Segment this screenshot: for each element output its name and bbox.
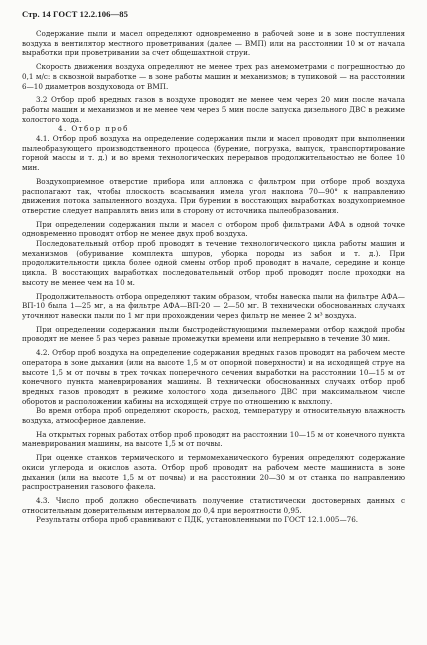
paragraph-4-3-sample-count: 4.3. Число проб должно обеспечивать получение статистически достоверных данных с относительным доверительным интервалом до 0,4 при вероятности 0,95. bbox=[22, 495, 405, 515]
running-header bbox=[22, 8, 405, 20]
paragraph-sequential-sampling: Последовательный отбор проб проводят в течение технологического цикла работы машин и механизмов (обуривание комплекта шпуров, уборка породы из забоя и т. д.). При продолжительности цикла более одной смены отбор проб проводят в начале, середине и конце цикла. В восстающих выработках последовательный отбор проб проводят после проходки на высоту не менее чем на 10 м. bbox=[22, 239, 405, 287]
paragraph-thermal-drilling: При оценке станков термического и термомеханического бурения определяют содержание окиси углерода и окислов азота. Отбор проб проводят на рабочем месте машиниста в зоне дыхания (или на высоте 1,5 м от почвы) и на расстоянии 20—30 м от станка по направлению распространения газового факела. bbox=[22, 453, 405, 492]
paragraph-4-2-harmful-gases: 4.2. Отбор проб воздуха на определение содержания вредных газов проводят на рабочем месте оператора в зоне дыхания (или на высоте 1,5 м от опорной поверхности) и на исходящей струе на высоте 1,5 м от почвы в трех точках поперечного сечения выработки на расстоянии 10—15 м от конечного пункта маневрирования машины. В технически обоснованных случаях отбор проб вредных газов проводят в режиме холостого хода дизельного ДВС при максимальном числе оборотов и расположении кабины на исходящей струе по отношению к выхлопу. bbox=[22, 348, 405, 406]
paragraph-fast-dust-meters: При определении содержания пыли быстродействующими пылемерами отбор каждой пробы проводят не менее 5 раз через равные промежутки времени или непрерывно в течение 30 мин. bbox=[22, 324, 405, 344]
paragraph-results-comparison: Результаты отбора проб сравнивают с ПДК, установленными по ГОСТ 12.1.005—76. bbox=[36, 515, 359, 525]
paragraph-dust-oil-measurement: Содержание пыли и масел определяют одновременно в рабочей зоне и в зоне поступления воздуха в вентилятор местного проветривания (далее — ВМП) или на расстоянии 10 м от начала выработки при проветривании за счет общешахтной струи. bbox=[22, 29, 405, 58]
page-number-label: Стр. 14 bbox=[22, 9, 51, 19]
paragraph-open-pit-sampling: На открытых горных работах отбор проб проводят на расстоянии 10—15 м от конечного пункта маневрирования машины, на высоте 1,5 м от почвы. bbox=[22, 429, 405, 449]
paragraph-intake-orientation: Воздухоприемное отверстие прибора или аллонжа с фильтром при отборе проб воздуха располагают так, чтобы плоскость всасывания имела угол наклона 70—90° к направлению движения потока запыленного воздуха. При бурении в восстающих выработках воздухоприемное отверстие следует направлять вниз или в сторону от источника пылеобразования. bbox=[22, 176, 405, 215]
section-heading-sampling: 4. Отбор проб bbox=[58, 124, 129, 134]
paragraph-sampling-duration: Продолжительность отбора определяют таким образом, чтобы навеска пыли на фильтре АФА—ВП-10 была 1—25 мг, а на фильтре АФА—ВП-20 — 2—50 мг. В технически обоснованных случаях уточняют навески пыли по 1 мг при прохождении через фильтр не менее 2 м³ воздуха. bbox=[22, 291, 405, 320]
paragraph-4-1-dust-sampling: 4.1. Отбор проб воздуха на определение содержания пыли и масел проводят при выполнении пылеобразующего производственного процесса (бурение, погрузка, выпуск, транспортирование горной массы и т. д.) и во время технологических перерывов продолжительностью не более 10 мин. bbox=[22, 134, 405, 173]
standard-designation: ГОСТ 12.2.106—85 bbox=[53, 9, 129, 19]
paragraph-afa-filters: При определении содержания пыли и масел с отбором проб фильтрами АФА в одной точке одновременно проводят отбор не менее двух проб воздуха. bbox=[22, 219, 405, 239]
paragraph-3-2-gas-sampling: 3.2 Отбор проб вредных газов в воздухе проводят не менее чем через 20 мин после начала работы машин и механизмов и не менее чем через 5 мин после запуска дизельного ДВС в режиме холостого хода. bbox=[22, 95, 405, 124]
document-body bbox=[22, 29, 405, 525]
paragraph-air-parameters: Во время отбора проб определяют скорость, расход, температуру и относительную влажность воздуха, атмосферное давление. bbox=[22, 406, 405, 426]
paragraph-air-velocity: Скорость движения воздуха определяют не менее трех раз анемометрами с погрешностью до 0,1 м/с: в сквозной выработке — в зоне работы машин и механизмов; в тупиковой — на расстоянии 6—10 диаметров воздуховода от ВМП. bbox=[22, 62, 405, 91]
